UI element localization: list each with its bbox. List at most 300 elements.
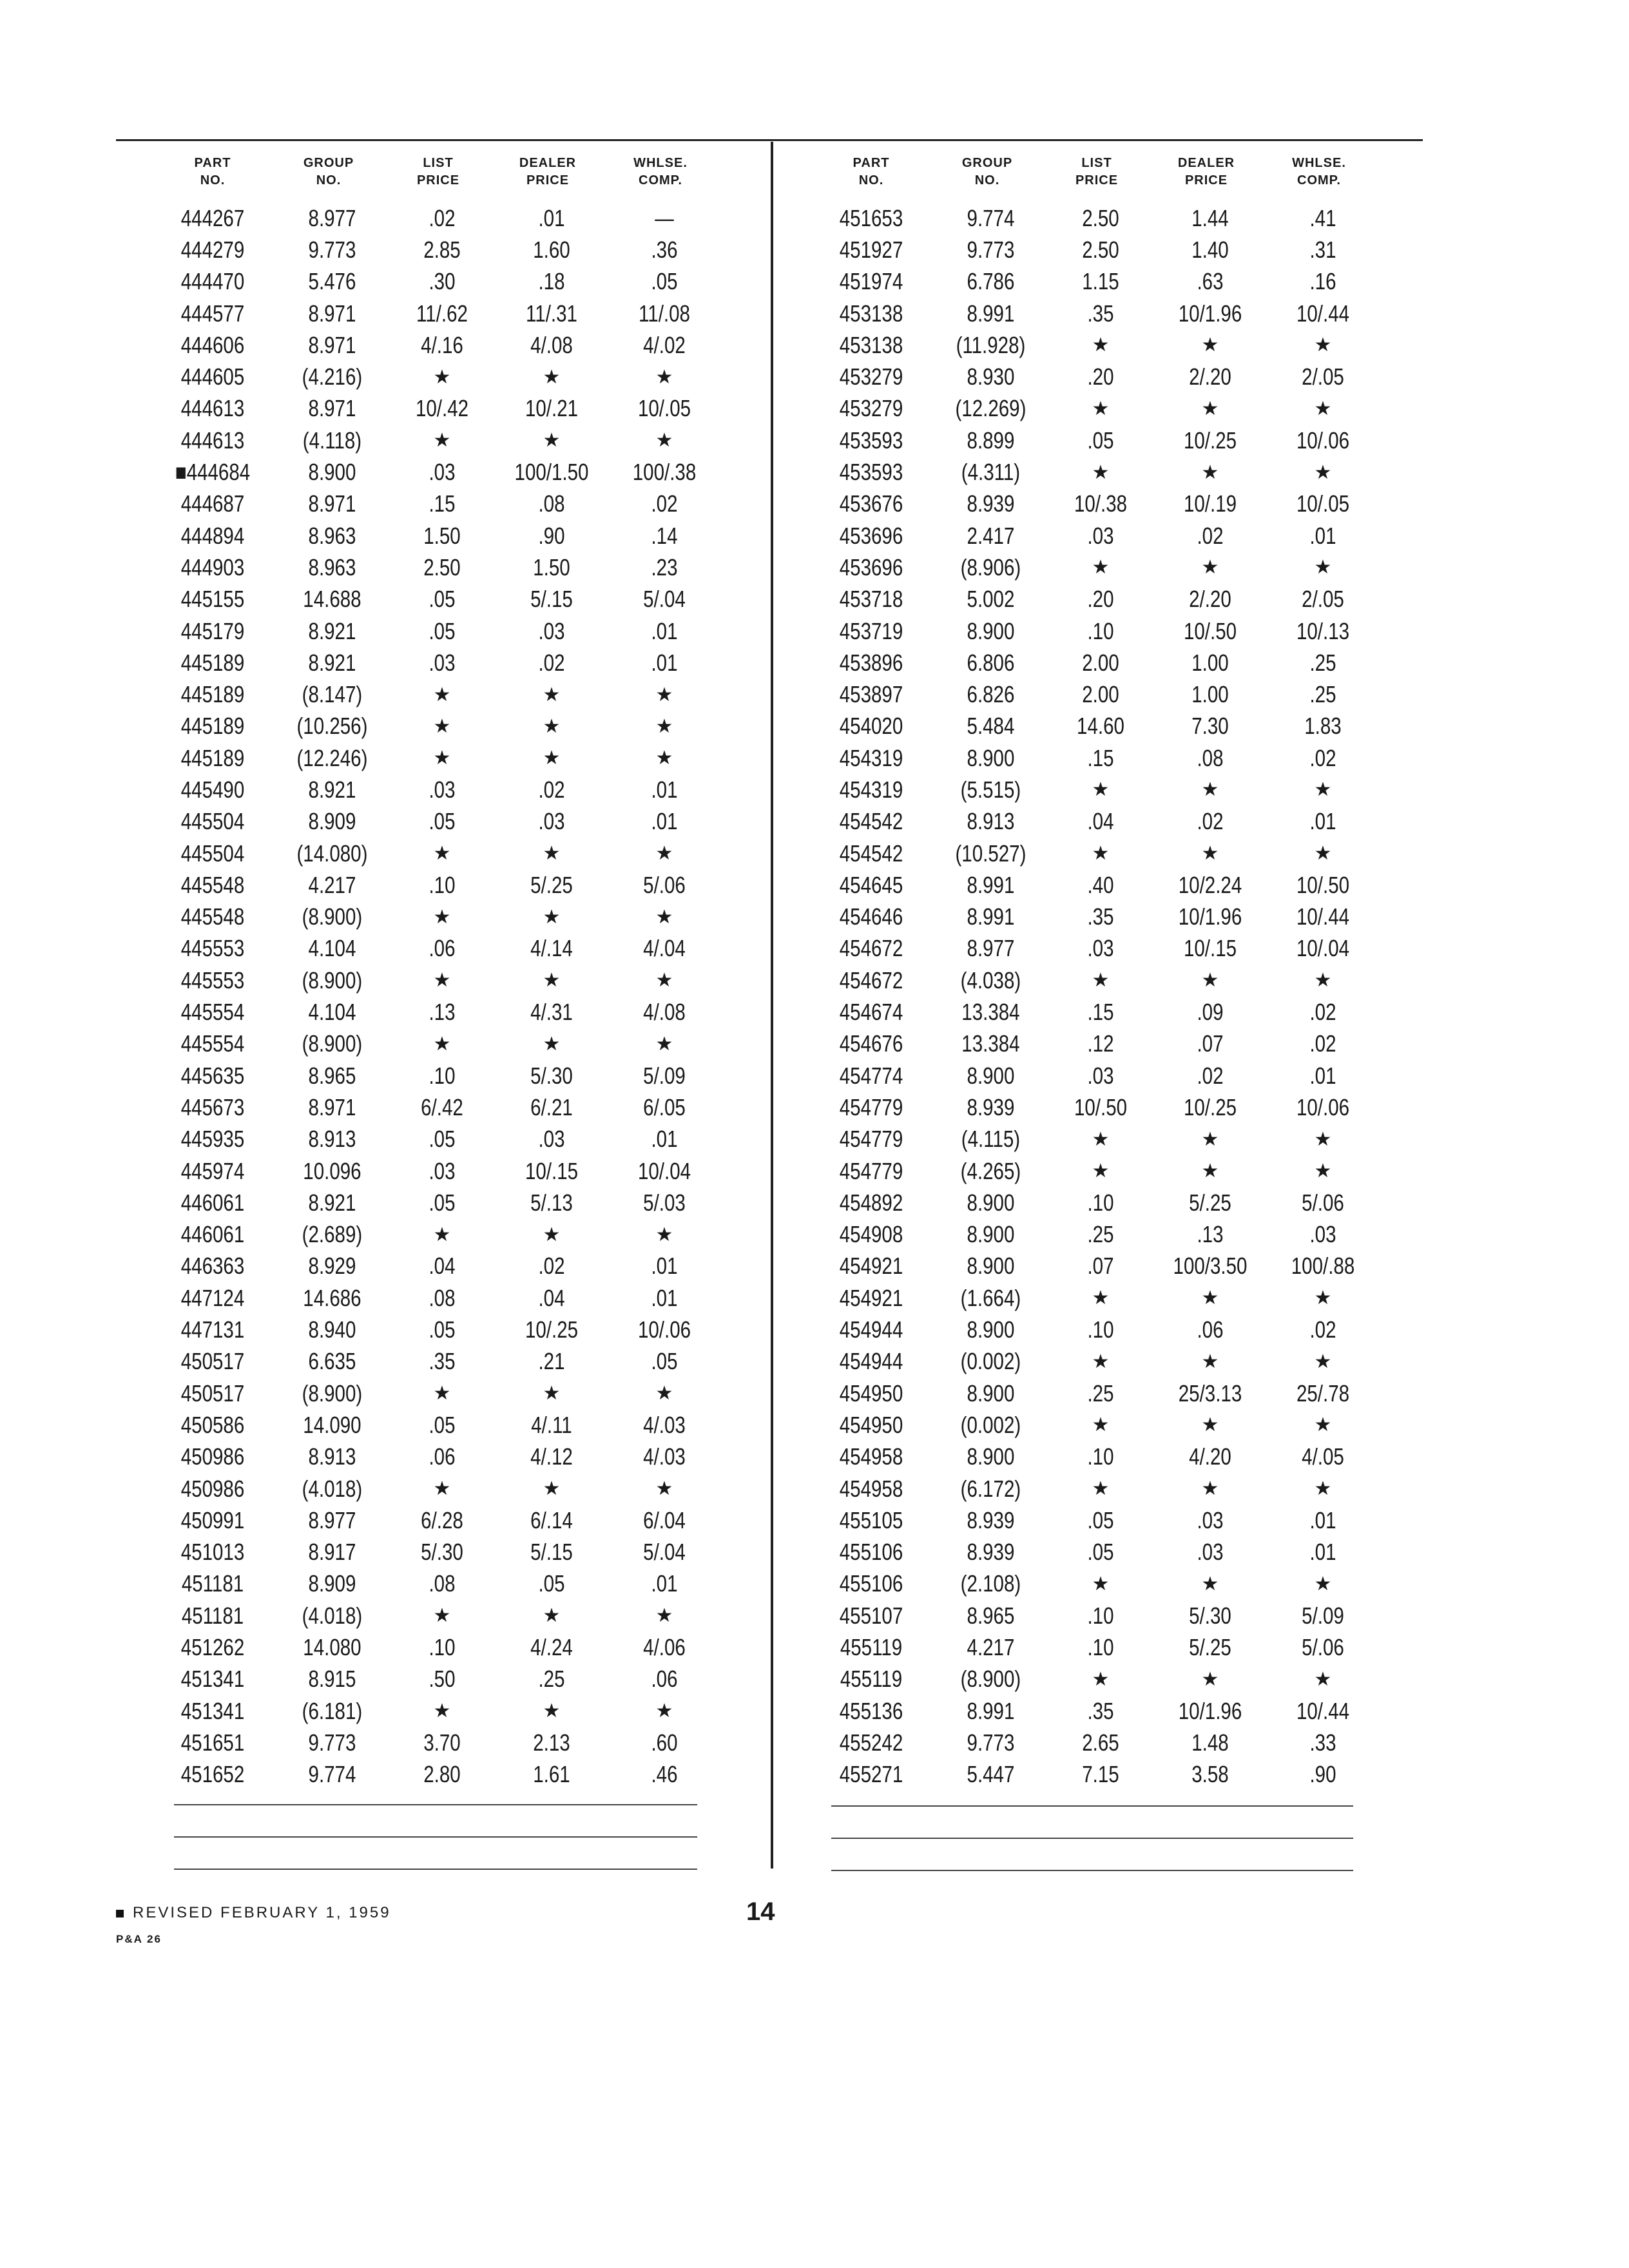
part-no-cell: 450517 bbox=[180, 1379, 245, 1407]
list-price-cell: ★ bbox=[433, 1605, 451, 1627]
list-price-cell: 5/.30 bbox=[421, 1539, 463, 1566]
table-body bbox=[813, 202, 1378, 1791]
table-header bbox=[813, 155, 1378, 192]
group-no-cell: (2.108) bbox=[960, 1570, 1021, 1597]
group-no-cell: (6.181) bbox=[302, 1697, 363, 1724]
list-price-cell: .15 bbox=[1087, 999, 1114, 1026]
dealer-price-cell: 1.50 bbox=[533, 553, 570, 581]
table-row bbox=[813, 1282, 1378, 1314]
table-row bbox=[813, 742, 1378, 774]
dealer-price-cell: .03 bbox=[538, 617, 565, 644]
group-no-cell: 8.965 bbox=[308, 1062, 356, 1089]
part-no-cell: 455136 bbox=[839, 1697, 903, 1724]
whlse-comp-cell: .31 bbox=[1309, 236, 1336, 263]
group-no-cell: 14.688 bbox=[303, 586, 361, 613]
group-no-cell: 8.930 bbox=[967, 363, 1015, 390]
whlse-comp-cell: 10/.04 bbox=[637, 1157, 691, 1184]
dealer-price-cell: 1.40 bbox=[1191, 236, 1229, 263]
dealer-price-cell: ★ bbox=[1201, 461, 1219, 483]
list-price-cell: .25 bbox=[1087, 1221, 1114, 1248]
list-price-cell: .10 bbox=[1087, 1602, 1114, 1629]
whlse-comp-cell: ★ bbox=[655, 684, 673, 706]
whlse-comp-cell: 5/.09 bbox=[643, 1062, 686, 1089]
dealer-price-cell: 11/.31 bbox=[526, 300, 577, 327]
part-no-cell: 451013 bbox=[180, 1539, 245, 1566]
part-no-cell: 454950 bbox=[839, 1379, 903, 1407]
dealer-price-cell: 3.58 bbox=[1191, 1761, 1229, 1788]
dealer-price-cell: 10/1.96 bbox=[1178, 903, 1242, 930]
dealer-price-cell: 5/.25 bbox=[1189, 1634, 1231, 1660]
group-no-cell: (10.256) bbox=[296, 713, 368, 740]
page-number: 14 bbox=[746, 1898, 775, 1926]
ruled-line bbox=[831, 1805, 1353, 1807]
group-no-cell: 8.991 bbox=[967, 1697, 1015, 1724]
dealer-price-cell: 2/.20 bbox=[1189, 363, 1231, 390]
whlse-comp-cell: .16 bbox=[1309, 268, 1336, 295]
part-no-cell: 454779 bbox=[839, 1093, 903, 1120]
group-no-cell: (12.269) bbox=[955, 395, 1027, 422]
whlse-comp-cell: ★ bbox=[655, 1700, 673, 1722]
table-row bbox=[155, 774, 719, 805]
dealer-price-cell: 10/.25 bbox=[1183, 1093, 1237, 1120]
table-row bbox=[813, 1759, 1378, 1791]
whlse-comp-cell: 10/.44 bbox=[1296, 300, 1350, 327]
group-no-cell: (0.002) bbox=[960, 1411, 1021, 1438]
dealer-price-cell: ★ bbox=[1201, 557, 1219, 579]
table-row bbox=[813, 266, 1378, 298]
group-no-cell: 8.963 bbox=[308, 553, 356, 581]
group-no-cell: 8.913 bbox=[308, 1126, 356, 1153]
list-price-cell: .06 bbox=[429, 1443, 456, 1470]
parts-table-right bbox=[813, 155, 1378, 1791]
whlse-comp-cell: ★ bbox=[655, 1224, 673, 1245]
group-no-cell: 4.217 bbox=[308, 871, 356, 898]
whlse-comp-cell: 10/.04 bbox=[1296, 935, 1350, 962]
part-no-cell: 453676 bbox=[839, 490, 903, 517]
part-no-cell: 453897 bbox=[839, 681, 903, 708]
group-no-cell: 6.806 bbox=[967, 649, 1015, 676]
table-row bbox=[155, 869, 719, 901]
part-no-cell: 444267 bbox=[180, 204, 245, 231]
whlse-comp-cell: ★ bbox=[1314, 1573, 1332, 1595]
whlse-comp-cell: 5/.09 bbox=[1302, 1602, 1344, 1629]
list-price-cell: ★ bbox=[1092, 843, 1110, 865]
part-no-cell: 444577 bbox=[180, 300, 245, 327]
list-price-cell: .10 bbox=[429, 1634, 456, 1660]
part-no-cell: 453696 bbox=[839, 553, 903, 581]
table-row bbox=[813, 1155, 1378, 1187]
table-row bbox=[155, 1028, 719, 1060]
group-no-cell: 5.002 bbox=[967, 586, 1015, 613]
group-no-cell: (8.900) bbox=[302, 966, 363, 994]
list-price-cell: .12 bbox=[1087, 1030, 1114, 1057]
list-price-cell: .10 bbox=[1087, 1189, 1114, 1216]
group-no-cell: (11.928) bbox=[956, 331, 1026, 358]
whlse-comp-cell: .01 bbox=[1309, 808, 1336, 835]
dealer-price-cell: .03 bbox=[538, 808, 565, 835]
table-row bbox=[813, 520, 1378, 552]
dealer-price-cell: ★ bbox=[1201, 779, 1219, 801]
group-no-cell: 8.939 bbox=[967, 1539, 1015, 1566]
dealer-price-cell: 5/.30 bbox=[530, 1062, 573, 1089]
column-divider bbox=[771, 142, 773, 1869]
list-price-cell: ★ bbox=[433, 1224, 451, 1245]
table-row bbox=[813, 869, 1378, 901]
list-price-cell: .04 bbox=[1087, 808, 1114, 835]
dealer-price-cell: 25/3.13 bbox=[1178, 1379, 1242, 1407]
list-price-cell: 10/.50 bbox=[1074, 1093, 1128, 1120]
header-dealer-price: DEALER PRICE bbox=[519, 156, 577, 187]
table-row bbox=[813, 1187, 1378, 1218]
part-no-cell: 451652 bbox=[180, 1761, 245, 1788]
table-row bbox=[813, 1664, 1378, 1695]
whlse-comp-cell: ★ bbox=[655, 1033, 673, 1055]
dealer-price-cell: ★ bbox=[543, 1478, 561, 1500]
dealer-price-cell: .07 bbox=[1197, 1030, 1224, 1057]
dealer-price-cell: 10/.15 bbox=[525, 1157, 579, 1184]
dealer-price-cell: 1.61 bbox=[533, 1761, 570, 1788]
table-row bbox=[155, 1600, 719, 1631]
part-no-cell: 454944 bbox=[839, 1348, 903, 1375]
whlse-comp-cell: 5/.06 bbox=[1302, 1634, 1344, 1660]
group-no-cell: (2.689) bbox=[302, 1221, 363, 1248]
table-row bbox=[155, 1187, 719, 1218]
dealer-price-cell: 4/.31 bbox=[530, 999, 573, 1026]
whlse-comp-cell: .02 bbox=[1309, 744, 1336, 771]
group-no-cell: 8.900 bbox=[967, 744, 1015, 771]
dealer-price-cell: 100/3.50 bbox=[1173, 1253, 1248, 1280]
whlse-comp-cell: ★ bbox=[1314, 1287, 1332, 1309]
part-no-cell: 453718 bbox=[839, 586, 903, 613]
part-no-cell: 455271 bbox=[839, 1761, 903, 1788]
dealer-price-cell: .25 bbox=[538, 1666, 565, 1693]
table-row bbox=[155, 1282, 719, 1314]
group-no-cell: (4.018) bbox=[302, 1602, 363, 1629]
whlse-comp-cell: .01 bbox=[1309, 1539, 1336, 1566]
whlse-comp-cell: ★ bbox=[655, 906, 673, 928]
whlse-comp-cell: 5/.04 bbox=[643, 586, 686, 613]
whlse-comp-cell: .14 bbox=[651, 522, 678, 549]
table-row bbox=[155, 1251, 719, 1282]
dealer-price-cell: 10/.15 bbox=[1183, 935, 1237, 962]
dealer-price-cell: ★ bbox=[1201, 1350, 1219, 1372]
list-price-cell: ★ bbox=[1092, 1128, 1110, 1150]
whlse-comp-cell: ★ bbox=[1314, 1128, 1332, 1150]
dealer-price-cell: .08 bbox=[538, 490, 565, 517]
table-row bbox=[155, 1631, 719, 1663]
dealer-price-cell: ★ bbox=[543, 1383, 561, 1405]
group-no-cell: 8.900 bbox=[967, 1379, 1015, 1407]
list-price-cell: .35 bbox=[1087, 903, 1114, 930]
whlse-comp-cell: 5/.06 bbox=[643, 871, 686, 898]
whlse-comp-cell: ★ bbox=[1314, 843, 1332, 865]
table-row bbox=[155, 202, 719, 234]
group-no-cell: 8.939 bbox=[967, 1506, 1015, 1533]
group-no-cell: 13.384 bbox=[961, 1030, 1020, 1057]
group-no-cell: (6.172) bbox=[960, 1475, 1021, 1502]
part-no-cell: 444470 bbox=[180, 268, 245, 295]
whlse-comp-cell: .01 bbox=[651, 1570, 678, 1597]
whlse-comp-cell: .01 bbox=[1309, 522, 1336, 549]
list-price-cell: 2.85 bbox=[423, 236, 461, 263]
list-price-cell: 2.80 bbox=[423, 1761, 461, 1788]
dealer-price-cell: ★ bbox=[1201, 334, 1219, 356]
table-row bbox=[155, 1504, 719, 1536]
whlse-comp-cell: 2/.05 bbox=[1302, 363, 1344, 390]
part-no-cell: 444613 bbox=[180, 395, 245, 422]
group-no-cell: 8.965 bbox=[967, 1602, 1015, 1629]
whlse-comp-cell: ★ bbox=[1314, 1350, 1332, 1372]
part-no-cell: 454892 bbox=[839, 1189, 903, 1216]
list-price-cell: ★ bbox=[433, 1478, 451, 1500]
list-price-cell: .08 bbox=[429, 1570, 456, 1597]
part-no-cell: 454908 bbox=[839, 1221, 903, 1248]
part-no-cell: 445504 bbox=[180, 840, 245, 867]
group-no-cell: 4.104 bbox=[308, 999, 356, 1026]
part-no-cell: 453138 bbox=[839, 300, 903, 327]
part-no-cell: 454958 bbox=[839, 1475, 903, 1502]
dealer-price-cell: 1.44 bbox=[1191, 204, 1229, 231]
table-row bbox=[155, 1314, 719, 1345]
part-no-cell: 450986 bbox=[180, 1443, 245, 1470]
group-no-cell: 14.080 bbox=[303, 1634, 361, 1660]
table-row bbox=[155, 1060, 719, 1091]
table-row bbox=[155, 996, 719, 1028]
dealer-price-cell: ★ bbox=[543, 715, 561, 737]
whlse-comp-cell: .03 bbox=[1309, 1221, 1336, 1248]
part-no-cell: 454542 bbox=[839, 808, 903, 835]
whlse-comp-cell: 5/.06 bbox=[1302, 1189, 1344, 1216]
part-no-cell: 453719 bbox=[839, 617, 903, 644]
whlse-comp-cell: 5/.04 bbox=[643, 1539, 686, 1566]
list-price-cell: .35 bbox=[1087, 300, 1114, 327]
list-price-cell: ★ bbox=[433, 843, 451, 865]
list-price-cell: .03 bbox=[1087, 1062, 1114, 1089]
list-price-cell: ★ bbox=[1092, 334, 1110, 356]
part-no-cell: 454672 bbox=[839, 966, 903, 994]
part-no-cell: 454672 bbox=[839, 935, 903, 962]
whlse-comp-cell: 1.83 bbox=[1304, 713, 1342, 740]
group-no-cell: 14.686 bbox=[303, 1284, 361, 1311]
group-no-cell: 4.104 bbox=[308, 935, 356, 962]
dealer-price-cell: .02 bbox=[538, 649, 565, 676]
whlse-comp-cell: .23 bbox=[651, 553, 678, 581]
part-no-cell: 451974 bbox=[839, 268, 903, 295]
whlse-comp-cell: .90 bbox=[1309, 1761, 1336, 1788]
dealer-price-cell: .03 bbox=[1197, 1539, 1224, 1566]
whlse-comp-cell: .01 bbox=[1309, 1062, 1336, 1089]
whlse-comp-cell: 10/.06 bbox=[637, 1316, 691, 1343]
part-no-cell: 454774 bbox=[839, 1062, 903, 1089]
whlse-comp-cell: 10/.13 bbox=[1296, 617, 1350, 644]
table-row bbox=[813, 1219, 1378, 1251]
part-no-cell: 451653 bbox=[839, 204, 903, 231]
revision-text: REVISED FEBRUARY 1, 1959 bbox=[133, 1904, 391, 1921]
dealer-price-cell: 1.48 bbox=[1191, 1729, 1229, 1756]
group-no-cell: 8.900 bbox=[967, 1189, 1015, 1216]
dealer-price-cell: 5/.13 bbox=[530, 1189, 573, 1216]
dealer-price-cell: ★ bbox=[543, 1224, 561, 1245]
part-no-cell: 453896 bbox=[839, 649, 903, 676]
whlse-comp-cell: ★ bbox=[1314, 1414, 1332, 1436]
table-row bbox=[813, 552, 1378, 583]
part-no-cell: 445189 bbox=[180, 713, 245, 740]
part-no-cell: 454319 bbox=[839, 744, 903, 771]
group-no-cell: 8.929 bbox=[308, 1253, 356, 1280]
part-no-cell: 454944 bbox=[839, 1316, 903, 1343]
dealer-price-cell: ★ bbox=[543, 430, 561, 452]
list-price-cell: 4/.16 bbox=[421, 331, 463, 358]
group-no-cell: (4.018) bbox=[302, 1475, 363, 1502]
part-no-cell: 454950 bbox=[839, 1411, 903, 1438]
group-no-cell: 6.635 bbox=[308, 1348, 356, 1375]
header-list-price: LIST PRICE bbox=[416, 156, 460, 187]
part-no-cell: 454020 bbox=[839, 713, 903, 740]
list-price-cell: ★ bbox=[1092, 1414, 1110, 1436]
table-row bbox=[155, 838, 719, 869]
group-no-cell: 8.991 bbox=[967, 300, 1015, 327]
table-row bbox=[813, 202, 1378, 234]
part-no-cell: 451262 bbox=[180, 1634, 245, 1660]
dealer-price-cell: ★ bbox=[1201, 398, 1219, 419]
whlse-comp-cell: ★ bbox=[1314, 1160, 1332, 1182]
table-row bbox=[155, 1473, 719, 1504]
part-no-cell: 444613 bbox=[180, 427, 245, 454]
dealer-price-cell: 5/.25 bbox=[530, 871, 573, 898]
table-row bbox=[813, 933, 1378, 965]
list-price-cell: .03 bbox=[429, 1157, 456, 1184]
part-no-cell: 444894 bbox=[180, 522, 245, 549]
list-price-cell: 10/.38 bbox=[1074, 490, 1128, 517]
whlse-comp-cell: ★ bbox=[1314, 334, 1332, 356]
list-price-cell: .15 bbox=[1087, 744, 1114, 771]
table-body bbox=[155, 202, 719, 1791]
whlse-comp-cell: ★ bbox=[1314, 1478, 1332, 1500]
dealer-price-cell: 10/.21 bbox=[525, 395, 579, 422]
dealer-price-cell: 5/.15 bbox=[530, 1539, 573, 1566]
dealer-price-cell: .01 bbox=[538, 204, 565, 231]
whlse-comp-cell: 10/.05 bbox=[637, 395, 691, 422]
part-no-cell: 451341 bbox=[180, 1697, 245, 1724]
part-no-cell: 451341 bbox=[180, 1666, 245, 1693]
group-no-cell: 6.826 bbox=[967, 681, 1015, 708]
list-price-cell: .05 bbox=[429, 808, 456, 835]
group-no-cell: 13.384 bbox=[961, 999, 1020, 1026]
table-row bbox=[813, 1091, 1378, 1123]
list-price-cell: .13 bbox=[429, 999, 456, 1026]
table-row bbox=[155, 393, 719, 425]
dealer-price-cell: 6/.14 bbox=[530, 1506, 573, 1533]
dealer-price-cell: 10/.19 bbox=[1183, 490, 1237, 517]
blank-ruled-lines-right bbox=[831, 1805, 1353, 1902]
dealer-price-cell: .06 bbox=[1197, 1316, 1224, 1343]
form-code: P&A 26 bbox=[116, 1933, 162, 1945]
part-no-cell: 445553 bbox=[180, 935, 245, 962]
list-price-cell: ★ bbox=[1092, 557, 1110, 579]
part-no-cell: 446061 bbox=[180, 1221, 245, 1248]
part-no-cell: 445548 bbox=[180, 871, 245, 898]
group-no-cell: 8.971 bbox=[308, 300, 356, 327]
table-row bbox=[155, 1091, 719, 1123]
part-no-cell: 445189 bbox=[180, 649, 245, 676]
list-price-cell: 11/.62 bbox=[416, 300, 468, 327]
dealer-price-cell: 4/.20 bbox=[1189, 1443, 1231, 1470]
dealer-price-cell: .18 bbox=[538, 268, 565, 295]
header-whlse-comp: WHLSE. COMP. bbox=[1292, 156, 1346, 187]
list-price-cell: .05 bbox=[429, 1189, 456, 1216]
whlse-comp-cell: 2/.05 bbox=[1302, 586, 1344, 613]
group-no-cell: 8.915 bbox=[308, 1666, 356, 1693]
dealer-price-cell: .02 bbox=[538, 1253, 565, 1280]
part-no-cell: 445673 bbox=[180, 1093, 245, 1120]
dealer-price-cell: .09 bbox=[1197, 999, 1224, 1026]
dealer-price-cell: ★ bbox=[1201, 970, 1219, 992]
dealer-price-cell: ★ bbox=[543, 906, 561, 928]
table-row bbox=[155, 298, 719, 329]
list-price-cell: ★ bbox=[433, 747, 451, 769]
group-no-cell: 8.921 bbox=[308, 649, 356, 676]
list-price-cell: .50 bbox=[429, 1666, 456, 1693]
part-no-cell: 454676 bbox=[839, 1030, 903, 1057]
group-no-cell: (4.118) bbox=[302, 427, 362, 454]
dealer-price-cell: 7.30 bbox=[1191, 713, 1229, 740]
part-no-cell: 445504 bbox=[180, 808, 245, 835]
group-no-cell: 8.971 bbox=[308, 1093, 356, 1120]
table-row bbox=[813, 1251, 1378, 1282]
dealer-price-cell: 10/1.96 bbox=[1178, 1697, 1242, 1724]
table-row bbox=[155, 1378, 719, 1409]
list-price-cell: .15 bbox=[429, 490, 456, 517]
list-price-cell: ★ bbox=[1092, 1287, 1110, 1309]
part-no-cell: 451651 bbox=[180, 1729, 245, 1756]
group-no-cell: 8.900 bbox=[308, 459, 356, 486]
whlse-comp-cell: 4/.05 bbox=[1302, 1443, 1344, 1470]
whlse-comp-cell: .02 bbox=[1309, 1030, 1336, 1057]
list-price-cell: .10 bbox=[429, 1062, 456, 1089]
dealer-price-cell: 10/1.96 bbox=[1178, 300, 1242, 327]
table-row bbox=[813, 1314, 1378, 1345]
part-no-cell: 455105 bbox=[839, 1506, 903, 1533]
part-no-cell: 453593 bbox=[839, 427, 903, 454]
part-no-cell: 450517 bbox=[180, 1348, 245, 1375]
whlse-comp-cell: ★ bbox=[1314, 398, 1332, 419]
part-no-cell: 454674 bbox=[839, 999, 903, 1026]
whlse-comp-cell: 4/.08 bbox=[643, 999, 686, 1026]
group-no-cell: (1.664) bbox=[960, 1284, 1021, 1311]
group-no-cell: 9.773 bbox=[967, 236, 1015, 263]
list-price-cell: 6/.42 bbox=[421, 1093, 463, 1120]
part-no-cell: 455107 bbox=[839, 1602, 903, 1629]
list-price-cell: ★ bbox=[433, 1383, 451, 1405]
dealer-price-cell: 1.00 bbox=[1191, 649, 1229, 676]
list-price-cell: .04 bbox=[429, 1253, 456, 1280]
list-price-cell: 3.70 bbox=[423, 1729, 461, 1756]
part-no-cell: 445554 bbox=[180, 1030, 245, 1057]
part-no-cell: 451927 bbox=[839, 236, 903, 263]
table-row bbox=[155, 552, 719, 583]
header-part-no: PART NO. bbox=[853, 156, 890, 187]
whlse-comp-cell: 6/.04 bbox=[643, 1506, 686, 1533]
group-no-cell: (4.311) bbox=[961, 459, 1021, 486]
group-no-cell: 8.939 bbox=[967, 490, 1015, 517]
group-no-cell: (8.900) bbox=[960, 1666, 1021, 1693]
part-no-cell: 454542 bbox=[839, 840, 903, 867]
dealer-price-cell: .02 bbox=[1197, 1062, 1224, 1089]
group-no-cell: 8.939 bbox=[967, 1093, 1015, 1120]
part-no-cell: 454958 bbox=[839, 1443, 903, 1470]
list-price-cell: ★ bbox=[1092, 461, 1110, 483]
dealer-price-cell: .08 bbox=[1197, 744, 1224, 771]
